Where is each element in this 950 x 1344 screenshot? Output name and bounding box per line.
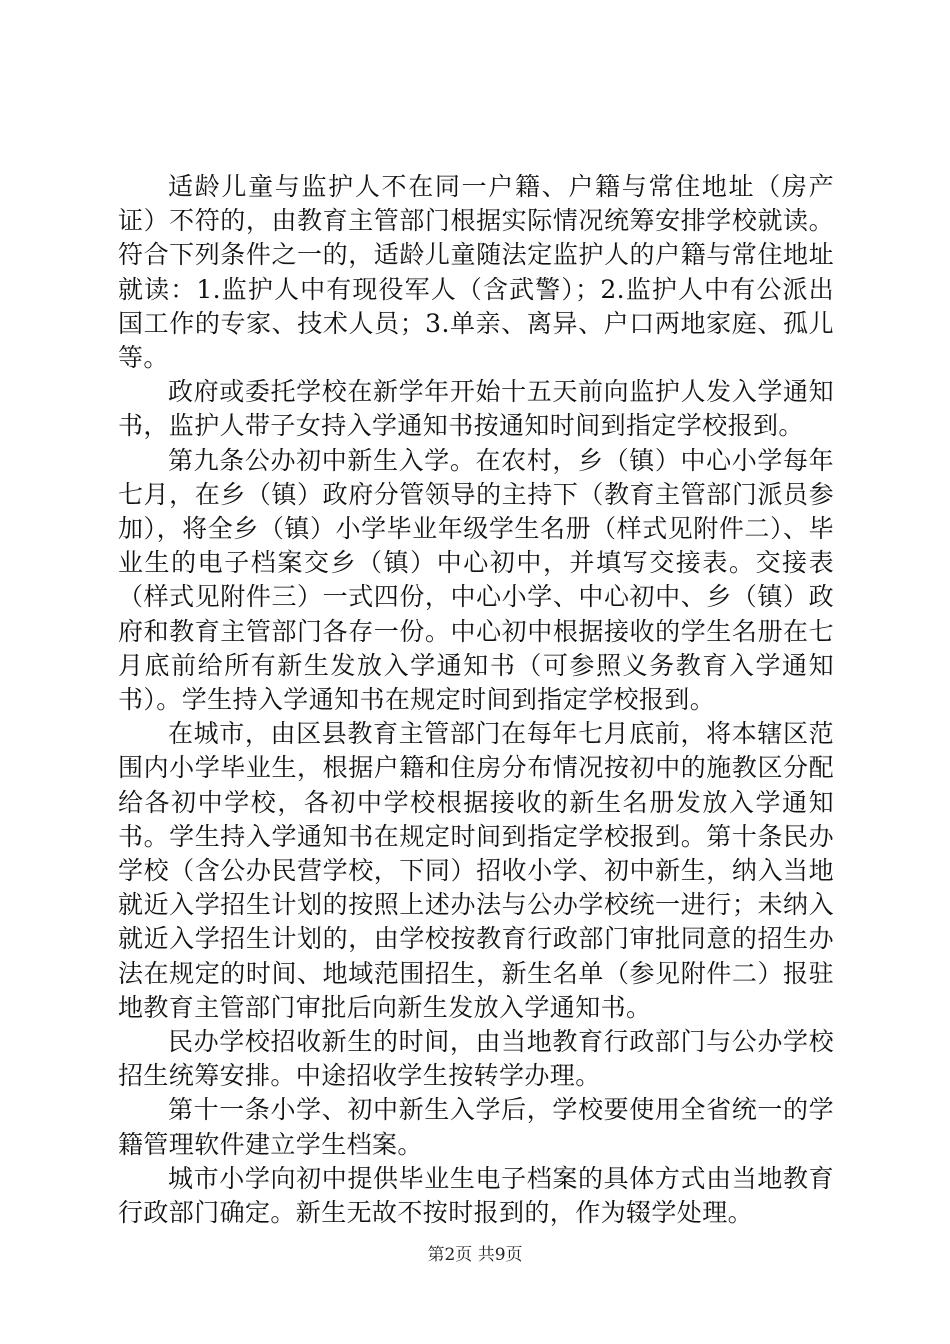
- paragraph: 第九条公办初中新生入学。在农村，乡（镇）中心小学每年七月，在乡（镇）政府分管领导的主持下（教育主管部门派员参加），将全乡（镇）小学毕业年级学生名册（样式见附件二）、毕业生的电子档案交乡（镇）中心初中，并填写交接表。交接表（样式见附件三）一式四份，中心小学、中心初中、乡（镇）政府和教育主管部门各存一份。中心初中根据接收的学生名册在七月底前给所有新生发放入学通知书（可参照义务教育入学通知书）。学生持入学通知书在规定时间到指定学校报到。: [118, 445, 834, 715]
- paragraph: 在城市，由区县教育主管部门在每年七月底前，将本辖区范围内小学毕业生，根据户籍和住房分布情况按初中的施教区分配给各初中学校，各初中学校根据接收的新生名册发放入学通知书。学生持入学通知书在规定时间到指定学校报到。第十条民办学校（含公办民营学校，下同）招收小学、初中新生，纳入当地就近入学招生计划的按照上述办法与公办学校统一进行；未纳入就近入学招生计划的，由学校按教育行政部门审批同意的招生办法在规定的时间、地域范围招生，新生名单（参见附件二）报驻地教育主管部门审批后向新生发放入学通知书。: [118, 719, 834, 1022]
- paragraph: 城市小学向初中提供毕业生电子档案的具体方式由当地教育行政部门确定。新生无故不按时报到的，作为辍学处理。: [118, 1163, 834, 1228]
- paragraph: 第十一条小学、初中新生入学后，学校要使用全省统一的学籍管理软件建立学生档案。: [118, 1095, 834, 1159]
- page-number-footer: 第2页 共9页: [427, 1245, 523, 1265]
- paragraph: 适龄儿童与监护人不在同一户籍、户籍与常住地址（房产证）不符的，由教育主管部门根据实际情况统筹安排学校就读。符合下列条件之一的，适龄儿童随法定监护人的户籍与常住地址就读：1.监护人中有现役军人（含武警）；2.监护人中有公派出国工作的专家、技术人员；3.单亲、离异、户口两地家庭、孤儿等。: [118, 172, 834, 373]
- paragraph: 民办学校招收新生的时间，由当地教育行政部门与公办学校招生统筹安排。中途招收学生按转学办理。: [118, 1027, 834, 1091]
- document-body: [118, 170, 834, 1230]
- paragraph: 政府或委托学校在新学年开始十五天前向监护人发入学通知书，监护人带子女持入学通知书按通知时间到指定学校报到。: [118, 377, 834, 441]
